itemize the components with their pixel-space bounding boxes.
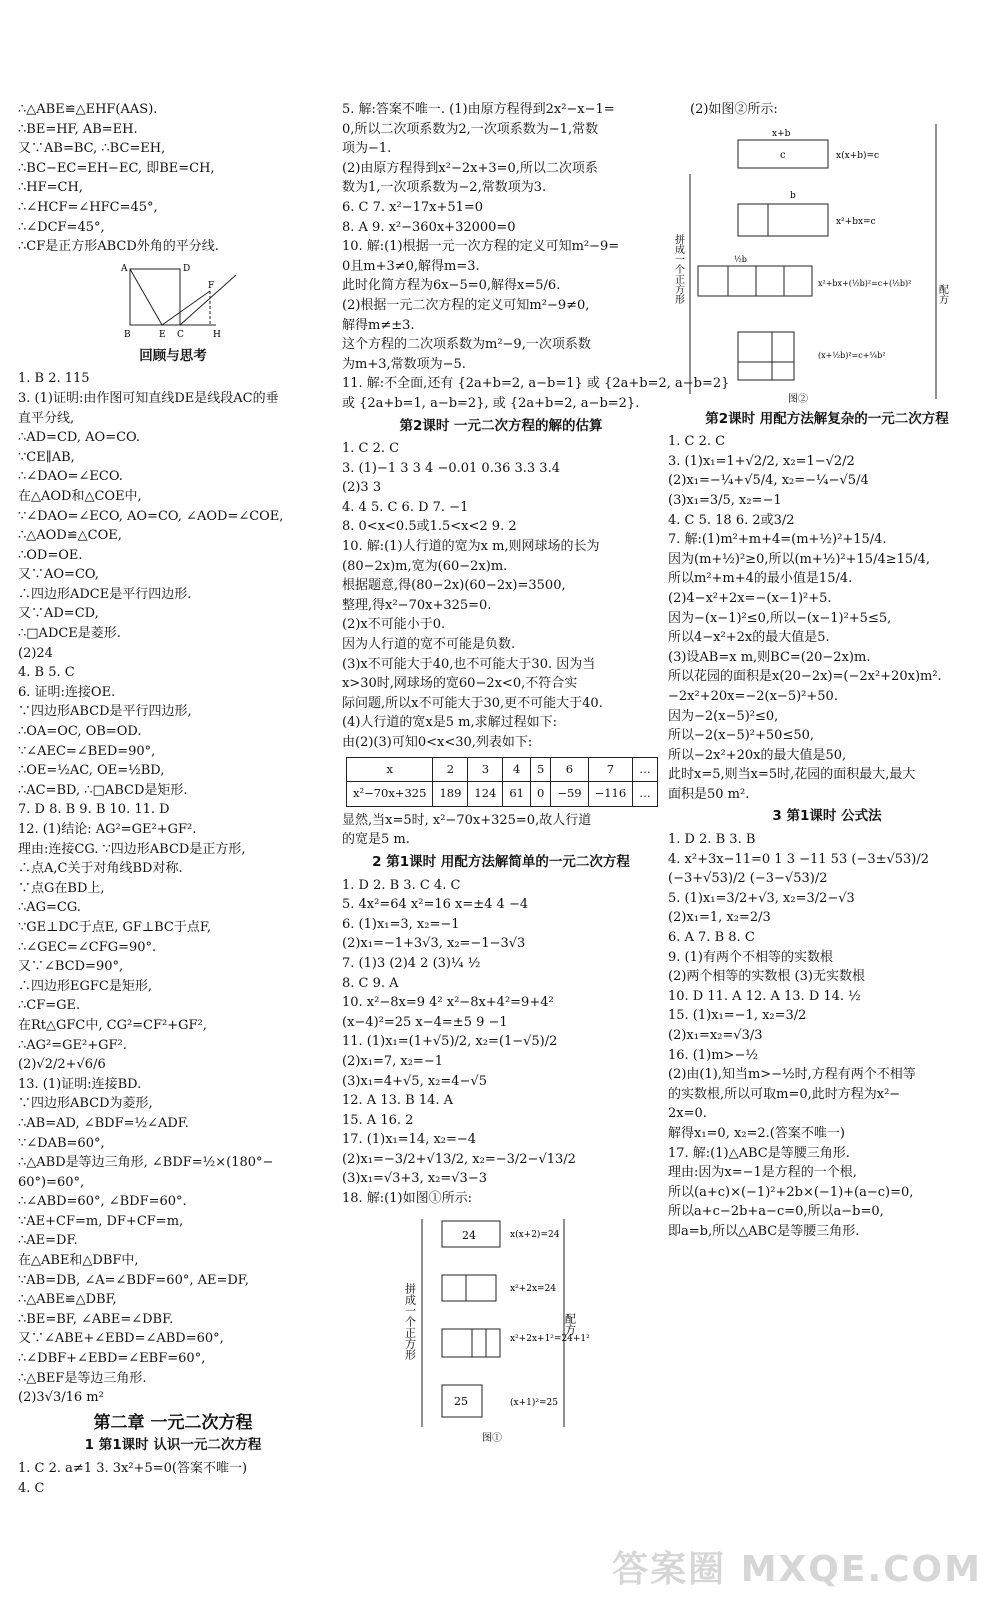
answer-line: 根据题意,得(80−2x)(60−2x)=3500, [342, 578, 566, 594]
answer-line: 60°)=60°, [18, 1174, 85, 1190]
answer-line: 解得m≠±3. [342, 317, 415, 333]
answer-line: (2)x₁=x₂=√3/3 [668, 1028, 763, 1043]
section-title-2-1: 2 第1课时 用配方法解简单的一元二次方程 [372, 853, 630, 870]
answer-line: ∴BE=BF, ∠ABE=∠DBF. [18, 1311, 174, 1327]
table-cell: … [633, 782, 658, 807]
table-cell: x [347, 757, 433, 782]
answer-line: ∴△BEF是等边三角形. [18, 1370, 147, 1386]
answer-line: 理由:连接CG. ∵四边形ABCD是正方形, [18, 841, 246, 857]
answer-line: (2)x₁=−¼+√5/4, x₂=−¼−√5/4 [668, 473, 869, 489]
answer-line: ∵四边形ABCD是平行四边形, [18, 704, 192, 720]
answer-line: 18. 解:(1)如图①所示: [342, 1191, 472, 1207]
answer-line: ∴□ADCE是菱形. [18, 626, 121, 642]
answer-line: (2)x₁=−3/2+√13/2, x₂=−3/2−√13/2 [342, 1151, 576, 1167]
fig2-eq3: x²+bx+(½b)²=c+(½b)² [818, 278, 912, 288]
answer-line: 又∵∠ABE+∠EBD=∠ABD=60°, [18, 1331, 224, 1347]
review-heading: 回顾与思考 [139, 347, 207, 364]
section-title-1-1: 1 第1课时 认识一元二次方程 [84, 1437, 262, 1454]
answer-line: 10. D 11. A 12. A 13. D 14. ½ [668, 988, 861, 1004]
answer-line: 3. (1)−1 3 3 4 −0.01 0.36 3.3 3.4 [342, 460, 560, 476]
answer-line: ∴BE=HF, AB=EH. [18, 121, 138, 137]
answer-line: (2)由(1),知当m>−½时,方程有两个不相等 [668, 1067, 916, 1083]
answer-line: 际问题,所以x不可能大于30,更不可能大于40. [342, 695, 603, 711]
answer-line: 1. C 2. C [342, 441, 400, 457]
answer-line: 因为−2(x−5)²≤0, [668, 708, 779, 724]
answer-line: 15. A 16. 2 [342, 1112, 414, 1128]
fig1-eq1: x(x+2)=24 [510, 1229, 560, 1240]
answer-line: 1. D 2. B 3. C 4. C [342, 877, 461, 893]
answer-line: 的宽是5 m. [342, 832, 410, 848]
answer-block-end [18, 1459, 328, 1498]
answer-line: 所以−2x²+20x的最大值是50, [668, 747, 847, 763]
value-table [346, 757, 658, 807]
answer-line: 10. 解:(1)根据一元一次方程的定义可知m²−9= [342, 239, 620, 255]
answer-line: 即a=b,所以△ABC是等腰三角形. [668, 1223, 860, 1239]
answer-line: ∵点G在BD上, [18, 880, 105, 896]
answer-line: ∵四边形ABCD为菱形, [18, 1096, 153, 1112]
answer-line: (2)√2/2+√6/6 [18, 1057, 106, 1073]
answer-line: ∴AG=CG. [18, 900, 81, 916]
answer-line: (2)x₁=7, x₂=−1 [342, 1053, 443, 1069]
answer-line: 此时x=5,则当x=5时,花园的面积最大,最大 [668, 767, 916, 783]
fig-label-c: C [177, 329, 184, 340]
fig2-eq4: (x+½b)²=c+¼b² [818, 350, 886, 360]
fig2-caption: 图② [788, 393, 808, 405]
answer-line: 在Rt△GFC中, CG²=CF²+GF², [18, 1017, 207, 1033]
answer-line: 1. C 2. C [668, 434, 726, 450]
answer-line: 6. C 7. x²−17x+51=0 [342, 199, 484, 215]
answer-line: 4. B 5. C [18, 665, 75, 681]
table-cell: 124 [468, 782, 503, 807]
answer-line: ∴△ABE≌△EHF(AAS). [18, 102, 158, 117]
fig1-eq4: (x+1)²=25 [510, 1397, 558, 1408]
answer-line: (2)3 3 [342, 480, 382, 496]
answer-block-review [18, 369, 328, 1407]
answer-line: 17. 解:(1)△ABC是等腰三角形. [668, 1145, 850, 1161]
table-cell: 7 [588, 757, 633, 782]
table-row [347, 757, 658, 782]
answer-line: 6. (1)x₁=3, x₂=−1 [342, 916, 460, 932]
answer-line: 在△ABE和△DBF中, [18, 1253, 139, 1269]
fig-label-f: F [208, 280, 215, 291]
answer-line: 3. (1)证明:由作图可知直线DE是线段AC的垂 [18, 390, 279, 406]
answer-line: ∵∠AEC=∠BED=90°, [18, 743, 156, 759]
answer-line: ∴△ABD是等边三角形, ∠BDF=½×(180°− [18, 1155, 274, 1171]
answer-line: ∴CF=GE. [18, 998, 81, 1014]
answer-line: 4. C 5. 18 6. 2或3/2 [668, 512, 795, 528]
answer-line: ∴点A,C关于对角线BD对称. [18, 861, 183, 877]
fig2-intro: (2)如图②所示: [690, 102, 778, 117]
answer-line: 9. (1)有两个不相等的实数根 [668, 949, 833, 965]
section-title-3-1: 3 第1课时 公式法 [772, 808, 882, 825]
answer-line: 因为人行道的宽不可能是负数. [342, 637, 516, 653]
answer-line: ∵AB=DB, ∠A=∠BDF=60°, AE=DF, [18, 1272, 249, 1288]
answer-line: 5. 解:答案不唯一. (1)由原方程得到2x²−x−1= [342, 102, 615, 117]
fig1-eq3: x²+2x+1²=24+1² [510, 1333, 590, 1344]
square-figure [118, 261, 248, 343]
answer-line: 由(2)(3)可知0<x<30,列表如下: [342, 735, 533, 750]
answer-line: 12. (1)结论: AG²=GE²+GF². [18, 822, 197, 837]
fig1-box-25: 25 [454, 1394, 468, 1408]
answer-line: 所以花园的面积是x(20−2x)=(−2x²+20x)m². [668, 669, 942, 685]
answer-line: 5. 4x²=64 x²=16 x=±4 4 −4 [342, 897, 529, 913]
answer-line: 所以m²+m+4的最小值是15/4. [668, 571, 853, 587]
answer-line: ∵∠DAB=60°, [18, 1135, 105, 1151]
answer-line: (2)x₁=1, x₂=2/3 [668, 910, 771, 926]
answer-line: 10. 解:(1)人行道的宽为x m,则网球场的长为 [342, 539, 600, 555]
answer-line: 1. B 2. 115 [18, 371, 90, 387]
answer-line: 的实数根,所以可取m=0,此时方程为x²− [668, 1086, 901, 1102]
answer-line: ∴AG²=GE²+GF². [18, 1037, 127, 1053]
fig-label-h: H [213, 329, 221, 340]
answer-line: ∵∠DAO=∠ECO, AO=CO, ∠AOD=∠COE, [18, 508, 284, 524]
answer-block-d [342, 876, 660, 1209]
answer-line: 面积是50 m². [668, 786, 750, 802]
answer-line: ∴AD=CD, AO=CO. [18, 430, 141, 446]
answer-line: ∴AB=AD, ∠BDF=½∠ADF. [18, 1115, 189, 1131]
answer-line: 又∵AD=CD, [18, 606, 99, 622]
figure-1 [352, 1213, 652, 1445]
answer-line: 5. (1)x₁=3/2+√3, x₂=3/2−√3 [668, 890, 855, 906]
fig1-side-right: 配方 [563, 1312, 577, 1335]
answer-line: 17. (1)x₁=14, x₂=−4 [342, 1132, 477, 1148]
answer-line: 这个方程的二次项系数为m²−9,一次项系数 [342, 337, 591, 353]
answer-line: 为m+3,常数项为−5. [342, 356, 466, 372]
answer-line: 8. 0<x<0.5或1.5<x<2 9. 2 [342, 519, 517, 535]
answer-line: ∴四边形ADCE是平行四边形. [18, 586, 192, 602]
answer-line: 所以4−x²+2x的最大值是5. [668, 630, 830, 646]
answer-line: (4)人行道的宽x是5 m,求解过程如下: [342, 715, 557, 731]
answer-line: ∴AE=DF. [18, 1233, 78, 1249]
answer-line: 又∵AB=BC, ∴BC=EH, [18, 141, 166, 157]
answer-line: (x−4)²=25 x−4=±5 9 −1 [342, 1014, 508, 1030]
answer-line: 4. C [18, 1480, 45, 1496]
answer-line: 7. 解:(1)m²+m+4=(m+½)²+15/4. [668, 532, 887, 548]
answer-line: 10. x²−8x=9 4² x²−8x+4²=9+4² [342, 995, 554, 1011]
answer-line: 所以(a+c)×(−1)²+2b×(−1)+(a−c)=0, [668, 1184, 914, 1200]
fig2-box-c: c [780, 149, 786, 161]
answer-line: (3)x₁=√3+3, x₂=√3−3 [342, 1171, 487, 1187]
answer-line: 11. (1)x₁=(1+√5)/2, x₂=(1−√5)/2 [342, 1034, 558, 1050]
answer-line: (3)设AB=x m,则BC=(20−2x)m. [668, 649, 871, 665]
answer-line: 7. (1)3 (2)4 2 (3)¼ ½ [342, 955, 481, 971]
fig2-eq1: x(x+b)=c [836, 150, 880, 161]
answer-line: ∴HF=CH, [18, 180, 83, 196]
answer-line: ∴OD=OE. [18, 547, 83, 563]
answer-line: x>30时,网球场的宽60−2x<0,不符合实 [342, 676, 578, 692]
answer-line: (2)4−x²+2x=−(x−1)²+5. [668, 590, 832, 606]
section-title-1-2: 第2课时 一元二次方程的解的估算 [399, 417, 603, 434]
table-cell: x²−70x+325 [347, 782, 433, 807]
answer-line: 或 {2a+b=1, a−b=2}, 或 {2a+b=2, a−b=2}. [342, 395, 640, 411]
answer-line: 1. D 2. B 3. B [668, 832, 756, 848]
chapter-title: 第二章 一元二次方程 [93, 1412, 253, 1433]
answer-line: (−3+√53)/2 (−3−√53)/2 [668, 871, 828, 887]
answer-line: 11. 解:不全面,还有 {2a+b=2, a−b=1} 或 {2a+b=2, a−b=2} [342, 376, 730, 392]
answer-block-top [18, 100, 328, 257]
section-title-2-2: 第2课时 用配方法解复杂的一元二次方程 [705, 410, 949, 427]
answer-line: 15. (1)x₁=−1, x₂=3/2 [668, 1008, 807, 1024]
column-right [668, 100, 986, 1242]
table-cell: 61 [503, 782, 531, 807]
answer-block-b [342, 439, 660, 753]
answer-line: 又∵AO=CO, [18, 567, 99, 583]
answer-line: ∴∠HCF=∠HFC=45°, [18, 199, 158, 215]
answer-line: (2)两个相等的实数根 (3)无实数根 [668, 969, 865, 985]
table-cell: 6 [551, 757, 588, 782]
table-cell: −116 [588, 782, 633, 807]
figure-2 [668, 124, 968, 406]
fig2-side-left: 拼成一个正方形 [672, 233, 684, 304]
answer-line: 6. 证明:连接OE. [18, 684, 116, 700]
answer-line: ∴△ABE≌△DBF, [18, 1292, 117, 1308]
answer-line: 8. C 9. A [342, 975, 399, 991]
fig2-side-right: 配方 [936, 283, 948, 304]
answer-line: (2)24 [18, 645, 53, 661]
answer-block-b [668, 830, 986, 1241]
fig1-side-left: 拼成一个正方形 [403, 1282, 417, 1360]
answer-line: 2x=0. [668, 1106, 707, 1122]
table-cell: 189 [433, 782, 468, 807]
table-row [347, 782, 658, 807]
answer-line: 所以a+c−2b+a−c=0,所以a−b=0, [668, 1204, 884, 1220]
answer-line: (3)x不可能大于40,也不可能大于30. 因为当 [342, 656, 596, 672]
fig2-top-label: x+b [772, 128, 791, 139]
fig1-box-24: 24 [462, 1228, 476, 1242]
answer-line: ∴BC−EC=EH−EC, 即BE=CH, [18, 160, 215, 176]
answer-line: (2)由原方程得到x²−2x+3=0,所以二次项系 [342, 160, 598, 176]
answer-line: ∴∠DAO=∠ECO. [18, 469, 123, 485]
answer-line: ∴OA=OC, OB=OD. [18, 724, 142, 740]
answer-line: ∴CF是正方形ABCD外角的平分线. [18, 239, 219, 255]
answer-line: ∴∠DCF=45°, [18, 219, 105, 235]
fig2-half-b: ½b [734, 254, 747, 264]
answer-line: (3)x₁=4+√5, x₂=4−√5 [342, 1073, 487, 1089]
answer-line: (3)x₁=3/5, x₂=−1 [668, 492, 782, 508]
answer-block-a [668, 432, 986, 804]
answer-line: 3. (1)x₁=1+√2/2, x₂=1−√2/2 [668, 453, 855, 469]
answer-line: (2)x不可能小于0. [342, 617, 446, 633]
answer-line: ∴OE=½AC, OE=½BD, [18, 763, 165, 779]
answer-line: 12. A 13. B 14. A [342, 1093, 454, 1109]
fig-label-b: B [124, 329, 131, 340]
answer-line: 理由:因为x=−1是方程的一个根, [668, 1165, 857, 1181]
fig1-eq2: x²+2x=24 [510, 1283, 557, 1294]
answer-line: ∴∠ABD=60°, ∠BDF=60°. [18, 1194, 187, 1210]
answer-line: 6. A 7. B 8. C [668, 930, 755, 946]
answer-line: 又∵∠BCD=90°, [18, 959, 124, 975]
answer-line: 4. x²+3x−11=0 1 3 −11 53 (−3±√53)/2 [668, 851, 930, 867]
answer-line: ∴∠DBF+∠EBD=∠EBF=60°, [18, 1351, 206, 1367]
answer-line: 所以−2(x−5)²+50≤50, [668, 728, 815, 744]
answer-line: (2)x₁=−1+3√3, x₂=−1−3√3 [342, 936, 526, 952]
answer-line: 0,所以二次项系数为2,一次项系数为−1,常数 [342, 121, 599, 137]
answer-line: 0且m+3≠0,解得m=3. [342, 258, 480, 274]
answer-line: ∴四边形EGFC是矩形, [18, 978, 152, 994]
answer-line: 8. A 9. x²−360x+32000=0 [342, 219, 516, 235]
answer-line: (80−2x)m,宽为(60−2x)m. [342, 558, 508, 574]
table-cell: 4 [503, 757, 531, 782]
answer-line: ∴△AOD≌△COE, [18, 528, 122, 544]
answer-line: 直平分线, [18, 410, 75, 426]
fig2-eq2: x²+bx=c [836, 216, 876, 227]
fig-label-e: E [159, 329, 166, 340]
fig-label-d: D [183, 263, 191, 274]
answer-line: 显然,当x=5时, x²−70x+325=0,故人行道 [342, 812, 592, 828]
answer-line: 13. (1)证明:连接BD. [18, 1076, 142, 1092]
answer-line: ∵AE+CF=m, DF+CF=m, [18, 1213, 184, 1229]
answer-line: (2)根据一元二次方程的定义可知m²−9≠0, [342, 297, 590, 313]
fig2-b-label: b [790, 190, 796, 201]
answer-line: 因为(m+½)²≥0,所以(m+½)²+15/4≥15/4, [668, 551, 930, 567]
table-cell: 2 [433, 757, 468, 782]
answer-line: 解得x₁=0, x₂=2.(答案不唯一) [668, 1125, 845, 1141]
answer-line: ∴AC=BD, ∴□ABCD是矩形. [18, 782, 188, 798]
fig1-caption: 图① [482, 1432, 502, 1444]
answer-line: −2x²+20x=−2(x−5)²+50. [668, 688, 838, 704]
table-cell: 5 [530, 757, 550, 782]
answer-line: ∵GE⊥DC于点E, GF⊥BC于点F, [18, 919, 211, 935]
table-cell: 3 [468, 757, 503, 782]
column-left [18, 100, 328, 1498]
table-cell: … [633, 757, 658, 782]
answer-line: 数为1,一次项系数为−2,常数项为3. [342, 180, 547, 196]
answer-line: 此时化简方程为6x−5=0,解得x=5/6. [342, 278, 561, 294]
answer-line: 项为−1. [342, 141, 392, 157]
watermark-logo: 答案圈 MXQE.COM [612, 1549, 982, 1590]
fig-label-a: A [121, 263, 128, 274]
answer-line: ∴∠GEC=∠CFG=90°. [18, 939, 157, 955]
answer-line: 因为−(x−1)²≤0,所以−(x−1)²+5≤5, [668, 610, 892, 626]
table-cell: 0 [530, 782, 550, 807]
table-cell: −59 [551, 782, 588, 807]
answer-line: 4. 4 5. C 6. D 7. −1 [342, 499, 469, 515]
answer-line: 1. C 2. a≠1 3. 3x²+5=0(答案不唯一) [18, 1461, 248, 1476]
answer-line: 整理,得x²−70x+325=0. [342, 597, 492, 613]
answer-block-c [342, 811, 660, 850]
answer-line: (2)3√3/16 m² [18, 1390, 104, 1406]
answer-line: 16. (1)m>−½ [668, 1047, 758, 1063]
answer-line: 在△AOD和△COE中, [18, 488, 142, 504]
answer-line: ∵CE∥AB, [18, 449, 75, 465]
answer-line: 7. D 8. B 9. B 10. 11. D [18, 802, 170, 818]
